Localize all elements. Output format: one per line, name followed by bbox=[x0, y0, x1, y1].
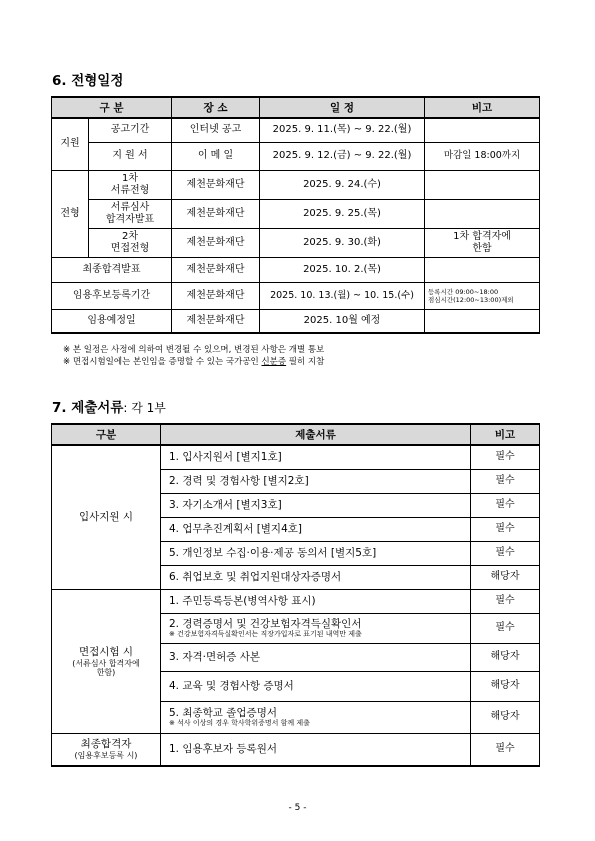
document-note: 해당자 bbox=[471, 701, 540, 733]
document-item: 4. 교육 및 경험사항 증명서 bbox=[161, 671, 471, 701]
row-date: 2025. 9. 12.(금) ~ 9. 22.(월) bbox=[260, 142, 425, 170]
row-label: 지 원 서 bbox=[89, 142, 172, 170]
row-note bbox=[425, 199, 540, 228]
document-note: 필수 bbox=[471, 589, 540, 613]
row-date: 2025. 9. 25.(목) bbox=[260, 199, 425, 228]
row-label: 임용후보등록기간 bbox=[52, 282, 172, 309]
row-place: 이 메 일 bbox=[172, 142, 260, 170]
document-note: 해당자 bbox=[471, 671, 540, 701]
row-label: 1차 서류전형 bbox=[89, 170, 172, 199]
row-note bbox=[425, 118, 540, 142]
row-place: 제천문화재단 bbox=[172, 309, 260, 333]
row-note: 1차 합격자에 한함 bbox=[425, 228, 540, 257]
row-note: 등록시간 09:00~18:00 점심시간(12:00~13:00)제외 bbox=[425, 282, 540, 309]
table-row bbox=[52, 170, 540, 199]
schedule-notes bbox=[63, 344, 324, 368]
group-label-apply: 지원 bbox=[52, 118, 89, 170]
row-date: 2025. 9. 24.(수) bbox=[260, 170, 425, 199]
table-row bbox=[52, 589, 540, 613]
document-note: 해당자 bbox=[471, 565, 540, 589]
document-item: 5. 개인정보 수집·이용·제공 동의서 [별지5호] bbox=[161, 541, 471, 565]
table-header-row bbox=[52, 97, 540, 118]
document-note: 필수 bbox=[471, 493, 540, 517]
document-item: 1. 임용후보자 등록원서 bbox=[161, 733, 471, 766]
document-item: 1. 입사지원서 [별지1호] bbox=[161, 445, 471, 469]
row-place: 제천문화재단 bbox=[172, 199, 260, 228]
document-item: 5. 최종학교 졸업증명서 ※ 석사 이상의 경우 학사학위증명서 함께 제출 bbox=[161, 701, 471, 733]
section7-title: 7. 제출서류: 각 1부 bbox=[52, 400, 166, 416]
row-place: 제천문화재단 bbox=[172, 257, 260, 282]
document-note: 해당자 bbox=[471, 643, 540, 671]
row-date: 2025. 10. 2.(목) bbox=[260, 257, 425, 282]
table-row bbox=[52, 309, 540, 333]
table-row bbox=[52, 282, 540, 309]
header-documents: 제출서류 bbox=[161, 424, 471, 445]
document-note: 필수 bbox=[471, 613, 540, 643]
table-row bbox=[52, 199, 540, 228]
group-label-interview: 면접시험 시 (서류심사 합격자에 한함) bbox=[52, 589, 161, 733]
table-row bbox=[52, 445, 540, 469]
document-item: 2. 경력증명서 및 건강보험자격득실확인서 ※ 건강보험자격득실확인서는 직장가입자로 표기된 내역만 제출 bbox=[161, 613, 471, 643]
note-schedule-change: ※ 본 일정은 사정에 의하여 변경될 수 있으며, 변경된 사항은 개별 통보 bbox=[63, 345, 325, 355]
row-label: 공고기간 bbox=[89, 118, 172, 142]
row-place: 제천문화재단 bbox=[172, 282, 260, 309]
document-note: 필수 bbox=[471, 469, 540, 493]
group-label-final: 최종합격자 (임용후보등록 시) bbox=[52, 733, 161, 766]
document-note: 필수 bbox=[471, 733, 540, 766]
table-row bbox=[52, 733, 540, 766]
row-note bbox=[425, 257, 540, 282]
row-date: 2025. 9. 30.(화) bbox=[260, 228, 425, 257]
row-date: 2025. 10. 13.(월) ~ 10. 15.(수) bbox=[260, 282, 425, 309]
row-date: 2025. 9. 11.(목) ~ 9. 22.(월) bbox=[260, 118, 425, 142]
table-row bbox=[52, 118, 540, 142]
document-note: 필수 bbox=[471, 445, 540, 469]
row-place: 제천문화재단 bbox=[172, 170, 260, 199]
document-item: 1. 주민등록등본(병역사항 표시) bbox=[161, 589, 471, 613]
header-category: 구 분 bbox=[52, 97, 172, 118]
document-item: 3. 자격·면허증 사본 bbox=[161, 643, 471, 671]
header-category: 구분 bbox=[52, 424, 161, 445]
document-note: 필수 bbox=[471, 517, 540, 541]
document-item: 2. 경력 및 경험사항 [별지2호] bbox=[161, 469, 471, 493]
table-row bbox=[52, 142, 540, 170]
documents-table bbox=[51, 423, 540, 767]
document-item: 6. 취업보호 및 취업지원대상자증명서 bbox=[161, 565, 471, 589]
header-note: 비고 bbox=[425, 97, 540, 118]
row-note: 마감일 18:00까지 bbox=[425, 142, 540, 170]
row-label: 2차 면접전형 bbox=[89, 228, 172, 257]
row-label: 임용예정일 bbox=[52, 309, 172, 333]
row-note bbox=[425, 170, 540, 199]
row-label: 최종합격발표 bbox=[52, 257, 172, 282]
document-item: 4. 업무추진계획서 [별지4호] bbox=[161, 517, 471, 541]
group-label-screening: 전형 bbox=[52, 170, 89, 257]
table-row bbox=[52, 257, 540, 282]
header-date: 일 정 bbox=[260, 97, 425, 118]
table-row bbox=[52, 228, 540, 257]
row-date: 2025. 10월 예정 bbox=[260, 309, 425, 333]
row-place: 제천문화재단 bbox=[172, 228, 260, 257]
header-place: 장 소 bbox=[172, 97, 260, 118]
document-note: 필수 bbox=[471, 541, 540, 565]
section6-title: 6. 전형일정 bbox=[52, 73, 124, 89]
row-place: 인터넷 공고 bbox=[172, 118, 260, 142]
group-label-application: 입사지원 시 bbox=[52, 445, 161, 589]
document-item: 3. 자기소개서 [별지3호] bbox=[161, 493, 471, 517]
schedule-table bbox=[51, 96, 540, 334]
header-note: 비고 bbox=[471, 424, 540, 445]
note-id-required: ※ 면접시험일에는 본인임을 증명할 수 있는 국가공인 신분증 필히 지참 bbox=[63, 357, 325, 367]
page-number: - 5 - bbox=[288, 803, 307, 813]
table-header-row bbox=[52, 424, 540, 445]
row-note bbox=[425, 309, 540, 333]
row-label: 서류심사 합격자발표 bbox=[89, 199, 172, 228]
